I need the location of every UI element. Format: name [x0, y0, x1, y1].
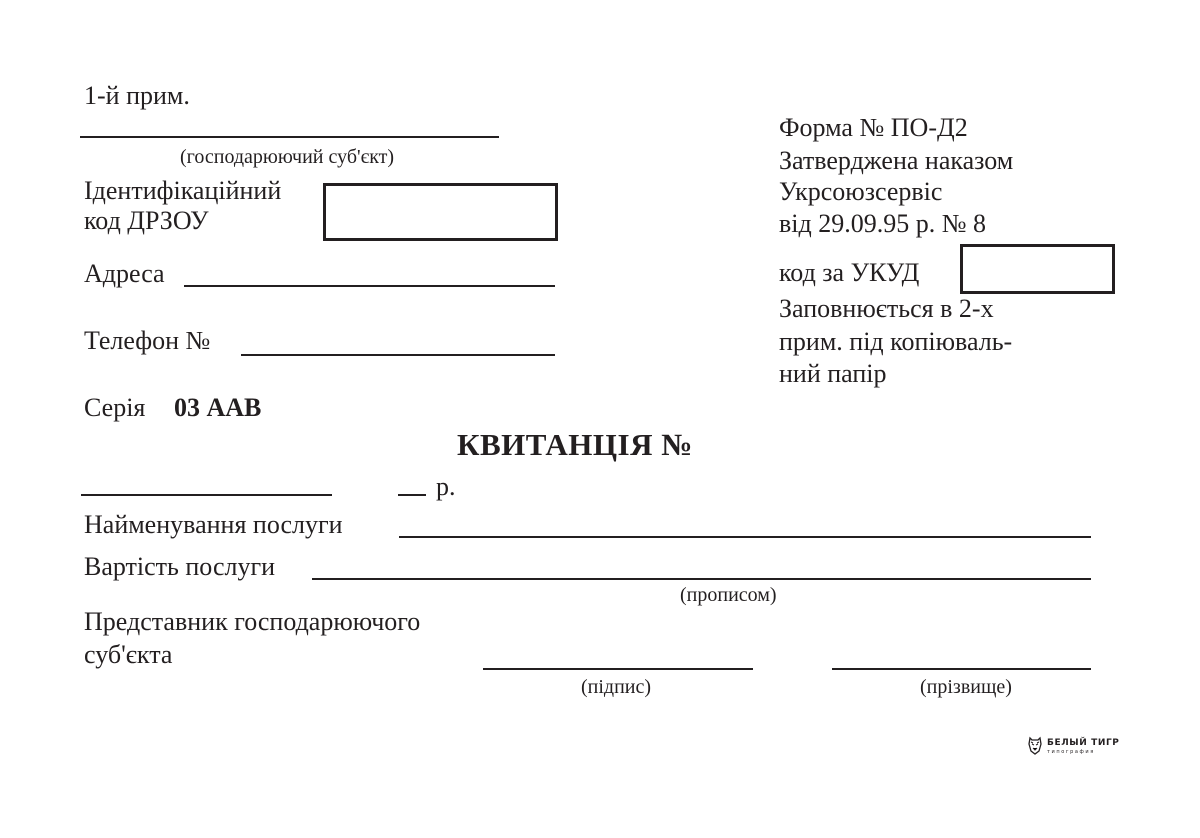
copy-label: 1-й прим.: [84, 81, 190, 110]
year-suffix: р.: [436, 472, 456, 501]
surname-caption: (прізвище): [920, 676, 1012, 698]
subject-caption: (господарюючий суб'єкт): [180, 146, 395, 168]
signature-caption: (підпис): [581, 676, 652, 698]
subject-name-line[interactable]: [80, 136, 499, 138]
series-value: 03 ААВ: [174, 393, 262, 422]
phone-label: Телефон №: [84, 326, 211, 355]
service-cost-label: Вартість послуги: [84, 552, 276, 581]
ukud-label: код за УКУД: [779, 258, 920, 287]
date-year-line[interactable]: [398, 494, 426, 496]
fill-note-line1: Заповнюється в 2-х: [779, 294, 994, 323]
form-number: Форма № ПО-Д2: [779, 113, 968, 142]
id-code-box[interactable]: [323, 183, 558, 241]
date-day-month-line[interactable]: [81, 494, 332, 496]
receipt-title: КВИТАНЦІЯ №: [457, 427, 693, 462]
ukud-code-box[interactable]: [960, 244, 1115, 294]
surname-line[interactable]: [832, 668, 1091, 670]
fill-note-line2: прим. під копіюваль-: [779, 327, 1013, 356]
address-label: Адреса: [84, 259, 165, 288]
form-approved: Затверджена наказом: [779, 146, 1014, 175]
fill-note-line3: ний папір: [779, 359, 887, 388]
series-label: Серія: [84, 393, 146, 422]
service-name-label: Найменування послуги: [84, 510, 343, 539]
printer-logo: [1027, 736, 1127, 756]
signature-line[interactable]: [483, 668, 753, 670]
address-line[interactable]: [184, 285, 555, 287]
representative-label-line2: суб'єкта: [84, 640, 173, 669]
id-code-label-line1: Ідентифікаційний: [84, 176, 282, 205]
tiger-head-icon: [1027, 736, 1043, 756]
printer-logo-name: БЕЛЫЙ ТИГР: [1047, 738, 1120, 748]
service-cost-line[interactable]: [312, 578, 1091, 580]
form-date: від 29.09.95 р. № 8: [779, 209, 987, 238]
id-code-label-line2: код ДРЗОУ: [84, 206, 209, 235]
form-organization: Укрсоюзсервіс: [779, 177, 943, 206]
representative-label-line1: Представник господарюючого: [84, 607, 421, 636]
phone-line[interactable]: [241, 354, 555, 356]
in-words-caption: (прописом): [680, 584, 777, 606]
service-name-line[interactable]: [399, 536, 1091, 538]
printer-logo-sub: типография: [1047, 749, 1095, 755]
